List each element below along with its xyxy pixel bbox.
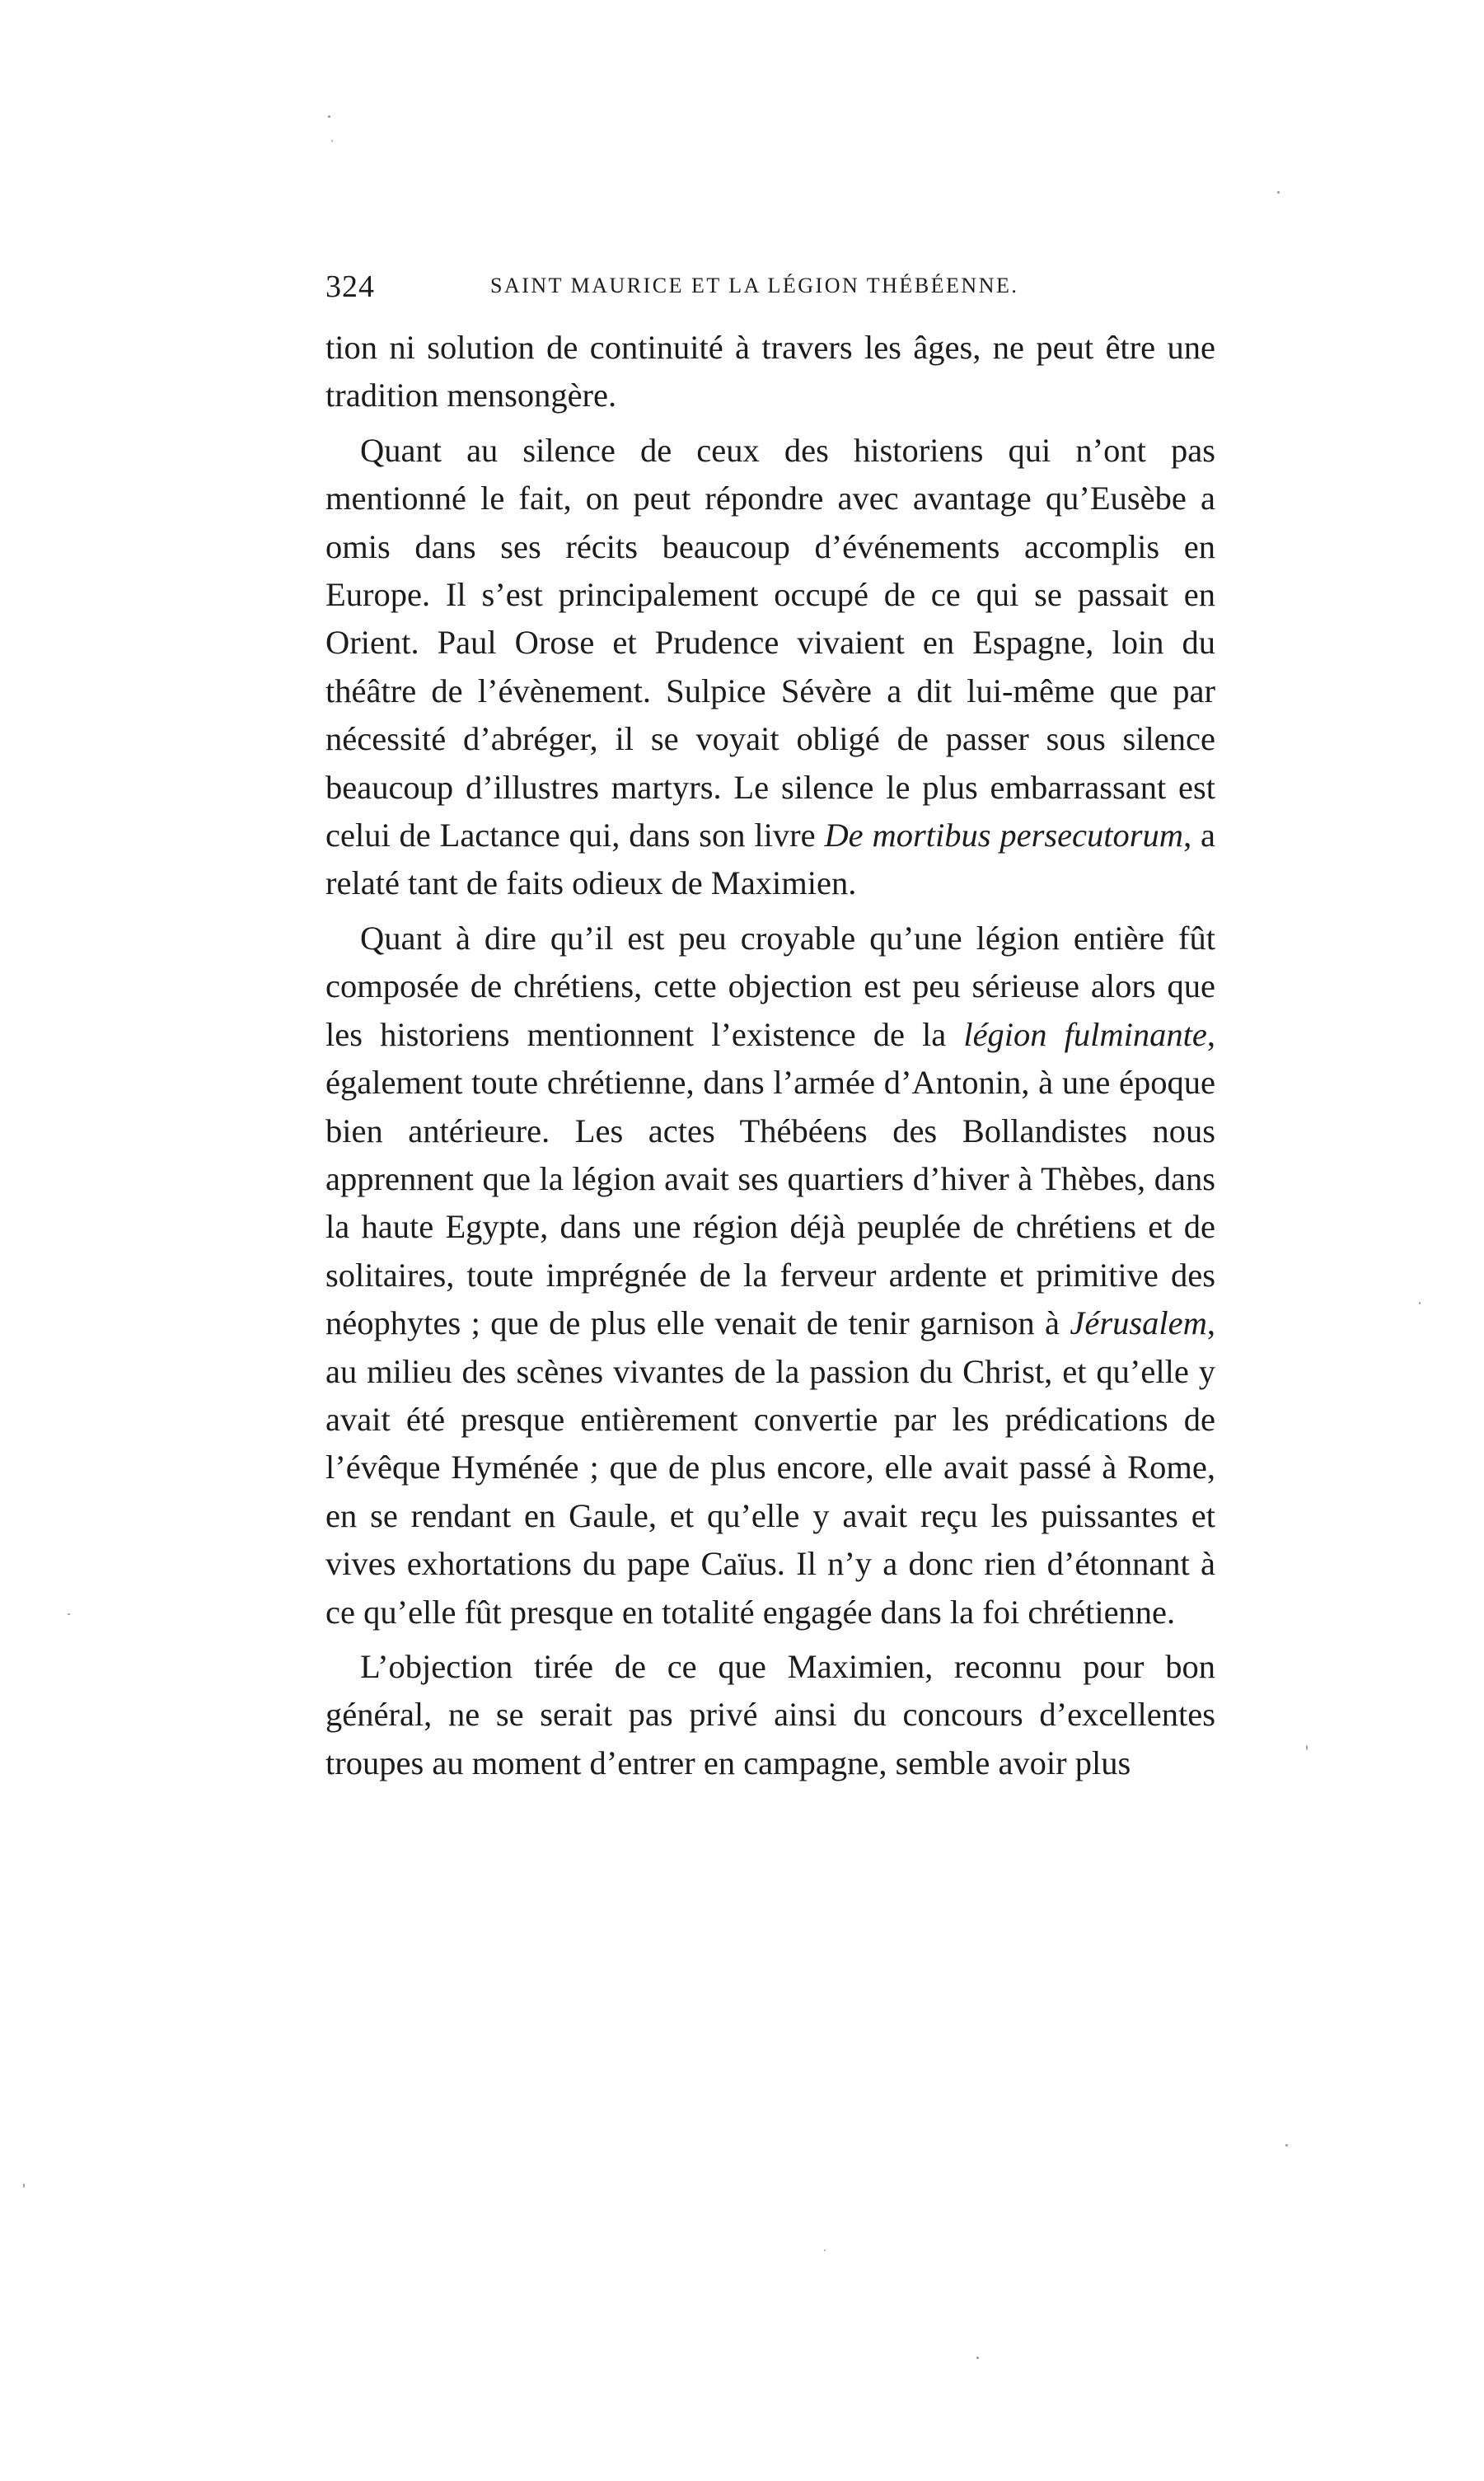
paragraph-text: , a relaté tant de faits odieux de Maximien. (325, 817, 1215, 902)
scan-speck (976, 2357, 979, 2359)
scan-speck (328, 115, 330, 118)
page-number: 324 (325, 269, 375, 304)
paragraph-historians-silence (325, 427, 1215, 908)
scan-speck (824, 2249, 826, 2251)
page-header (325, 262, 1215, 308)
body-text (325, 324, 1215, 1787)
emphasis-legion-name: légion fulminante (963, 1015, 1207, 1053)
paragraph-text: Quant au silence de ceux des historiens qui n’ont pas mentionné le fait, on peut répondre avec avantage qu’Eusèbe a omis dans ses récits beaucoup d’événements accomplis en Europe. Il s’est principalement occupé de ce qui se passait en Orient. Paul Orose et Prudence vivaient en Espagne, loin du théâtre de l’évènement. Sulpice Sévère a dit lui-même que par nécessité d’abréger, il se voyait obligé de passer sous silence beaucoup d’illustres martyrs. Le silence le plus embarrassant est celui de Lactance qui, dans son livre (325, 431, 1215, 854)
paragraph-continued: tion ni solution de continuité à travers les âges, ne peut être une tradition mensongère. (325, 329, 1215, 414)
running-head: SAINT MAURICE ET LA LÉGION THÉBÉENNE. (490, 274, 1019, 297)
scan-speck (1419, 1302, 1421, 1304)
paragraph-text: , au milieu des scènes vivantes de la passion du Christ, et qu’elle y avait été presque entièrement convertie par les prédications de l’évêque Hyménée ; que de plus encore, elle avait passé à Rome, en se rendant en Gaule, et qu’elle y avait reçu les puissantes et vives exhortations du pape Caïus. Il n’y a donc rien d’étonnant à ce qu’elle fût presque en totalité engagée dans la foi chrétienne. (325, 1304, 1215, 1631)
paragraph-christian-legion (325, 915, 1215, 1636)
emphasis-place-name: Jérusalem (1070, 1304, 1207, 1342)
paragraph-text: , également toute chrétienne, dans l’armée d’Antonin, à une époque bien antérieure. Les actes Thébéens des Bollandistes nous apprennent que la légion avait ses quartiers d’hiver à Thèbes, dans la haute Egypte, dans une région déjà peuplée de chrétiens et de solitaires, toute imprégnée de la ferveur ardente et primitive des néophytes ; que de plus elle venait de tenir garnison à (325, 1015, 1216, 1342)
scan-speck (1285, 2144, 1288, 2146)
scan-speck (1306, 1745, 1308, 1750)
paragraph-objection: L’objection tirée de ce que Maximien, reconnu pour bon général, ne se serait pas privé ainsi du concours d’excellentes troupes au moment d’entrer en campagne, semble avoir plus (325, 1647, 1215, 1781)
scan-speck (23, 2184, 25, 2188)
scan-speck (68, 1613, 70, 1615)
book-title: De mortibus persecutorum (824, 817, 1184, 854)
scan-speck (331, 140, 333, 142)
paragraph-text: Quant à dire qu’il est peu croyable qu’une légion entière fût composée de chrétiens, cette objection est peu sérieuse alors que les historiens mentionnent l’existence de la (325, 919, 1215, 1053)
scan-speck (1277, 191, 1280, 194)
